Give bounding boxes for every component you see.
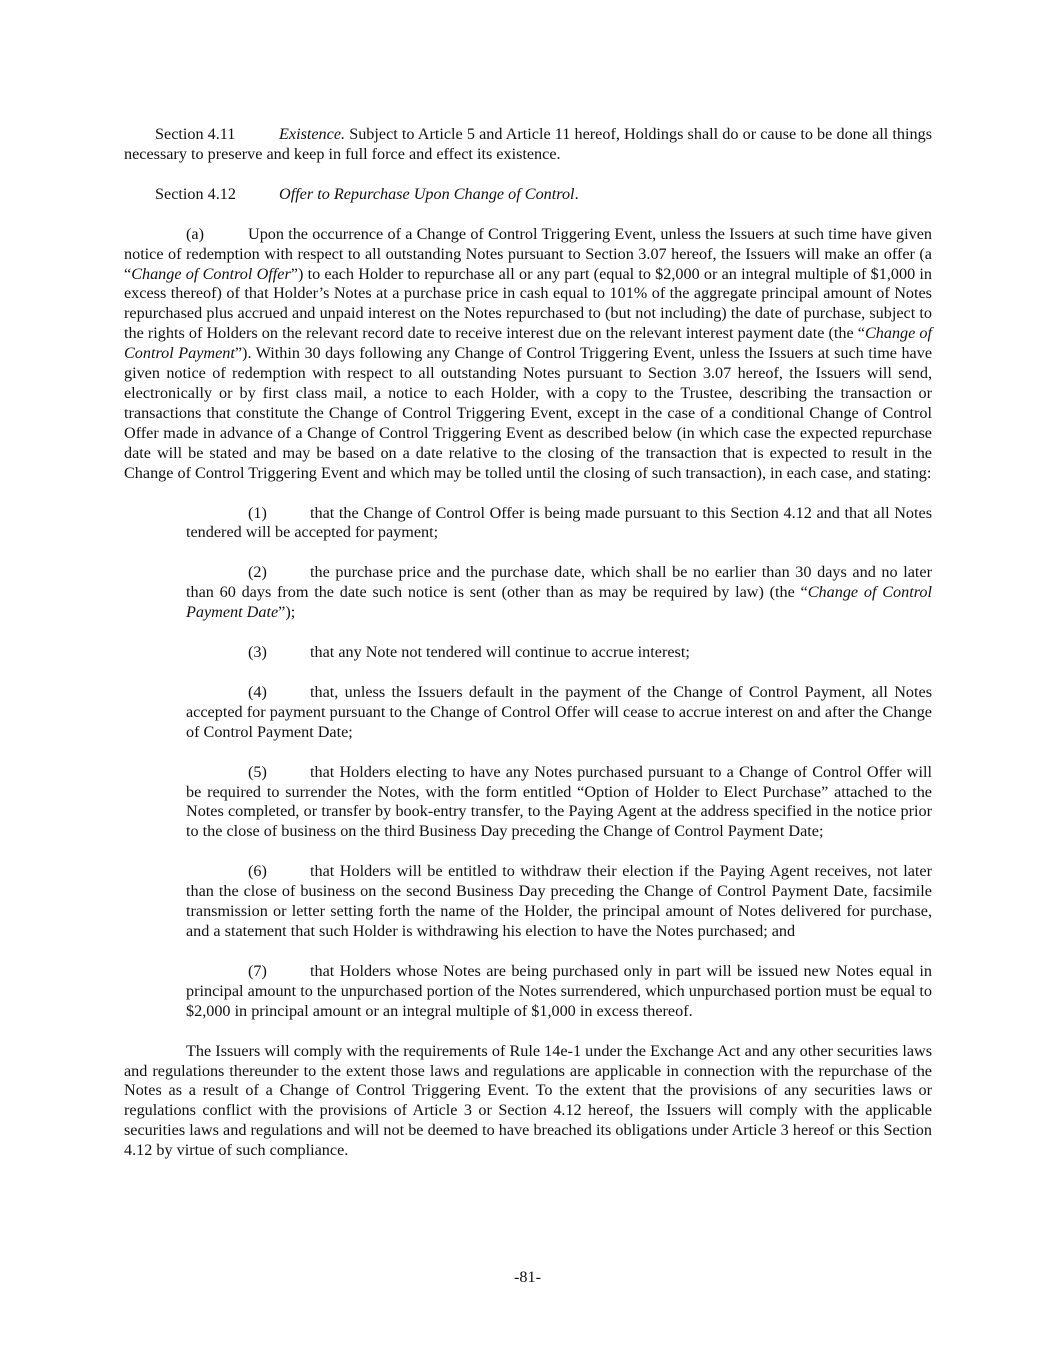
list-item (186, 962, 932, 1022)
section-text: Subject to Article 5 and Article 11 hereof, Holdings shall do or cause to be done all things necessary to preserve and keep in full force and effect its existence. (124, 125, 932, 163)
item-label: (2) (248, 563, 267, 582)
section-heading: Existence. (279, 125, 346, 143)
document-page (124, 125, 932, 1161)
list-item (186, 683, 932, 743)
paragraph-text: Upon the occurrence of a Change of Control Triggering Event, unless the Issuers at such time have given notice of redemption with respect to all outstanding Notes pursuant to Section 3.07 hereof, the Issuers will make an offer (a “ (124, 224, 932, 283)
paragraph-text: ”) to each Holder to repurchase all or any part (equal to $2,000 or an integral multiple of $1,000 in excess thereof) of that Holder’s Notes at a purchase price in cash equal to 101% of the aggregate principal amount of Notes repurchased plus accrued and unpaid interest on the Notes repurchased to (but not including) the date of purchase, subject to the rights of Holders on the relevant record date to receive interest due on the relevant interest payment date (the “ (124, 264, 933, 343)
item-text: the purchase price and the purchase date, which shall be no earlier than 30 days and no later than 60 days from the date such notice is sent (other than as may be required by law) (the “ (186, 563, 932, 602)
defined-term: Change of Control Payment (124, 324, 933, 363)
list-item (186, 643, 932, 663)
section-4-11 (124, 125, 932, 165)
item-label: (5) (248, 762, 267, 781)
item-label: (1) (248, 503, 267, 522)
item-label: (6) (248, 862, 267, 881)
section-heading: Offer to Repurchase Upon Change of Control (279, 184, 575, 203)
paragraph-a (124, 225, 932, 484)
list-item (186, 763, 932, 843)
defined-term: Change of Control Payment Date (186, 583, 932, 622)
closing-paragraph: The Issuers will comply with the requirements of Rule 14e-1 under the Exchange Act and any other securities laws and regulations thereunder to the extent those laws and regulations are applicable in connection with the repurchase of the Notes as a result of a Change of Control Triggering Event. To the extent that the provisions of any securities laws or regulations conflict with the provisions of Article 3 or Section 4.12 hereof, the Issuers will comply with the applicable securities laws and regulations and will not be deemed to have breached its obligations under Article 3 hereof or this Section 4.12 by virtue of such compliance. (124, 1041, 932, 1160)
heading-period: . (574, 184, 579, 203)
section-number: Section 4.11 (155, 125, 236, 143)
item-text: that Holders electing to have any Notes purchased pursuant to a Change of Control Offer will be required to surrender the Notes, with the form entitled “Option of Holder to Elect Purchase” attached to the Notes completed, or transfer by book-entry transfer, to the Paying Agent at the address specified in the notice prior to the close of business on the third Business Day preceding the Change of Control Payment Date; (186, 762, 932, 841)
item-text: that any Note not tendered will continue to accrue interest; (310, 643, 690, 662)
paragraph-text: ”). Within 30 days following any Change of Control Triggering Event, unless the Issuers at such time have given notice of redemption with respect to all outstanding Notes pursuant to Section 3.07 hereof, the Issuers will send, electronically or by first class mail, a notice to each Holder, with a copy to the Trustee, describing the transaction or transactions that constitute the Change of Control Triggering Event, except in the case of a conditional Change of Control Offer made in advance of a Change of Control Triggering Event as described below (in which case the expected repurchase date will be stated and may be based on a date relative to the closing of the transaction that is expected to result in the Change of Control Triggering Event and which may be tolled until the closing of such transaction), in each case, and stating: (124, 344, 933, 482)
item-label: (7) (248, 961, 267, 980)
list-item (186, 504, 932, 544)
list-item (186, 862, 932, 942)
defined-term: Change of Control Offer (131, 264, 291, 283)
item-text: that Holders whose Notes are being purchased only in part will be issued new Notes equal in principal amount to the unpurchased portion of the Notes surrendered, which unpurchased portion must be equal to $2,000 in principal amount or an integral multiple of $1,000 in excess thereof. (186, 961, 932, 1020)
item-text: that Holders will be entitled to withdraw their election if the Paying Agent receives, not later than the close of business on the second Business Day preceding the Change of Control Payment Date, facsimile transmission or letter setting forth the name of the Holder, the principal amount of Notes delivered for purchase, and a statement that such Holder is withdrawing his election to have the Notes purchased; and (186, 862, 932, 940)
item-text: that, unless the Issuers default in the payment of the Change of Control Payment, all Notes accepted for payment pursuant to the Change of Control Offer will cease to accrue interest on and after the Change of Control Payment Date; (186, 682, 932, 741)
item-text: that the Change of Control Offer is being made pursuant to this Section 4.12 and that all Notes tendered will be accepted for payment; (186, 503, 932, 542)
paragraph-label: (a) (186, 224, 204, 243)
item-label: (3) (248, 643, 267, 662)
item-label: (4) (248, 682, 267, 701)
section-4-12 (124, 185, 932, 205)
item-text-end: ”); (278, 603, 296, 622)
list-item (186, 563, 932, 623)
page-number: -81- (514, 1268, 541, 1286)
section-number: Section 4.12 (155, 184, 236, 203)
